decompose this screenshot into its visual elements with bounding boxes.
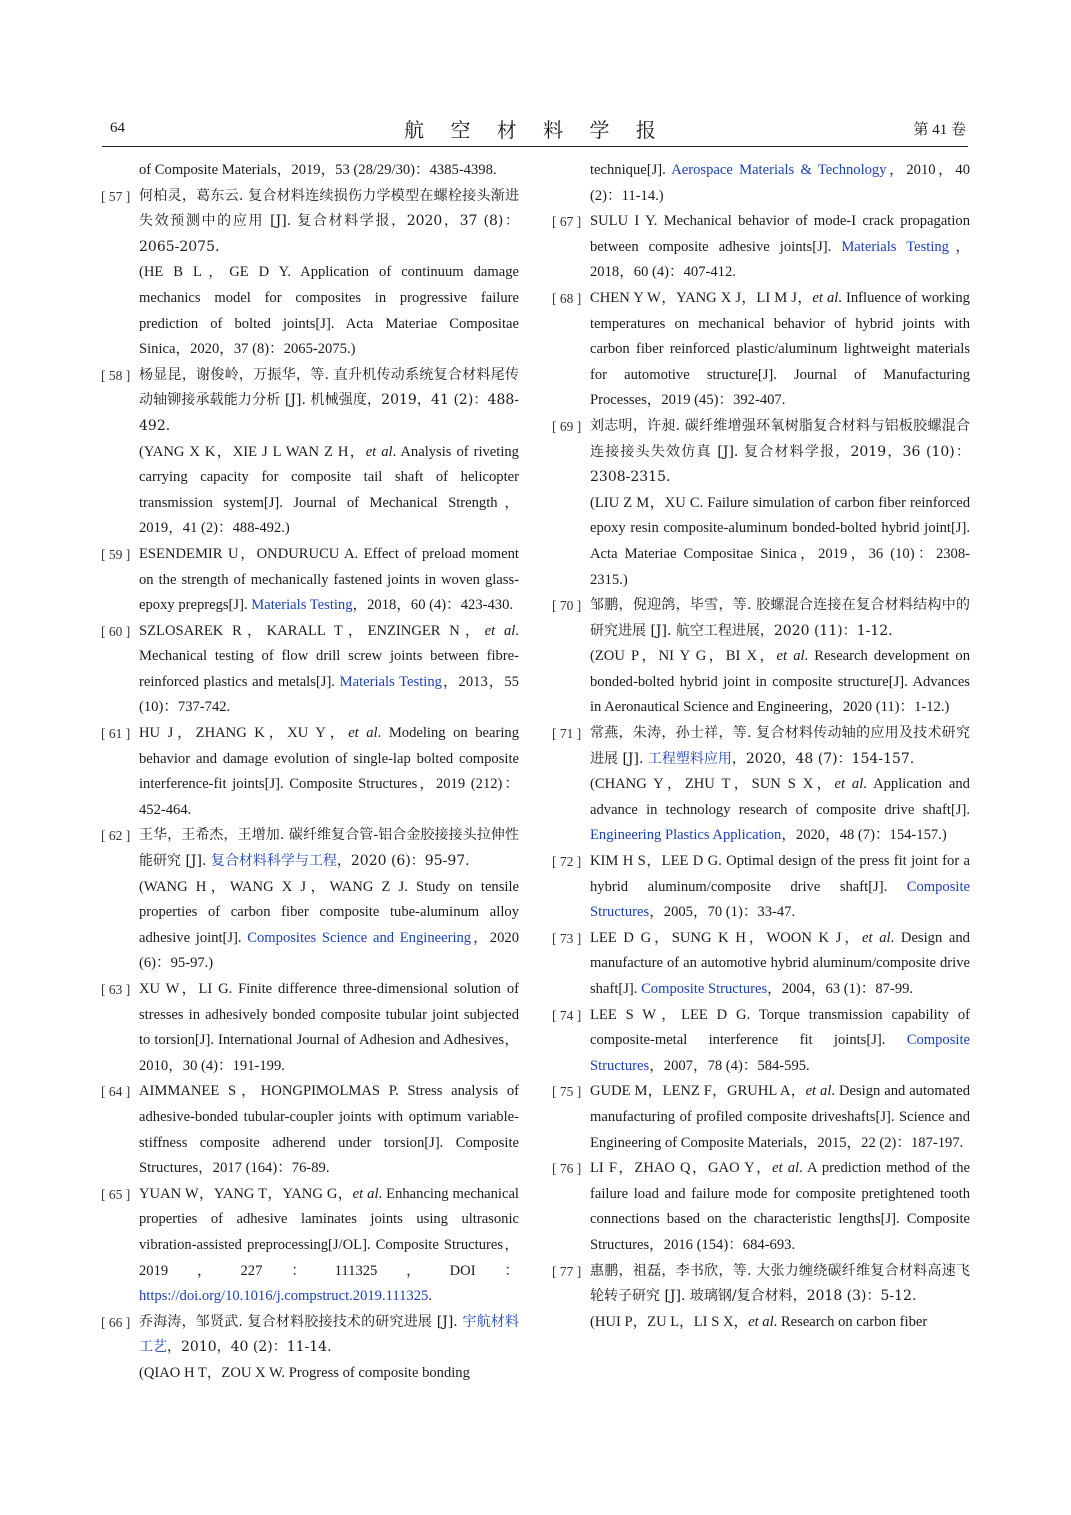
reference-61: [ 61 ] HU J，ZHANG K，XU Y，et al. Modeling on bearing behavior and damage evolution of single-lap bolted composite interference-fit joints[J]. Composite Structures，2019 (212)：452-464. <box>101 721 519 823</box>
reference-66 <box>101 1310 519 1387</box>
reference-68: [ 68 ] CHEN Y W，YANG X J，LI M J，et al. Influence of working temperatures on mechanical behavior of hybrid joints with carbon fiber reinforced plastic/aluminum lightweight materials for automotive structure[J]. Journal of Manufacturing Processes，2019 (45)：392-407. <box>552 286 970 414</box>
reference-number: [ 74 ] <box>552 1007 582 1023</box>
reference-number: [ 59 ] <box>101 546 131 562</box>
reference-62 <box>101 823 519 977</box>
page-number: 64 <box>110 120 125 136</box>
journal-title: 航 空 材 料 学 报 <box>404 118 666 142</box>
reference-cn: 邹鹏，倪迎鸽，毕雪，等. 胶螺混合连接在复合材料结构中的研究进展 [J]. 航空工程进展，2020 (11)：1-12. <box>590 597 970 639</box>
volume-label: 第 41 卷 <box>913 122 966 138</box>
reference-number: [ 77 ] <box>552 1263 582 1279</box>
reference-59: [ 59 ] ESENDEMIR U，ONDURUCU A. Effect of preload moment on the strength of mechanically fastened joints in woven glass-epoxy prepregs[J]. Materials Testing，2018，60 (4)：423-430. <box>101 542 519 619</box>
reference-58 <box>101 363 519 542</box>
reference-60: [ 60 ] SZLOSAREK R，KARALL T，ENZINGER N，et al. Mechanical testing of flow drill screw joints between fibre-reinforced plastics and metals[J]. Materials Testing，2013，55 (10)：737-742. <box>101 619 519 721</box>
reference-cn: 惠鹏，祖磊，李书欣，等. 大张力缠绕碳纤维复合材料高速飞轮转子研究 [J]. 玻璃钢/复合材料，2018 (3)：5-12. <box>590 1262 970 1305</box>
reference-75: [ 75 ] GUDE M，LENZ F，GRUHL A，et al. Design and automated manufacturing of profiled composite driveshafts[J]. Science and Engineering of Composite Materials，2015，22 (2)：187-197. <box>552 1079 970 1156</box>
journal-link[interactable]: Composites Science and Engineering <box>247 929 472 946</box>
reference-number: [ 61 ] <box>101 726 131 742</box>
journal-link[interactable]: Materials Testing <box>841 238 949 255</box>
journal-link[interactable]: 复合材料科学与工程 <box>210 853 337 870</box>
reference-en: (WANG H，WANG X J，WANG Z J. Study on tensile properties of carbon fiber composite tube-aluminum alloy adhesive joint[J]. Composites Science and Engineering，2020 (6)：95-97.) <box>139 878 519 972</box>
reference-cn: 王华，王希杰，王增加. 碳纤维复合管-铝合金胶接接头拉伸性能研究 [J]. 复合材料科学与工程，2020 (6)：95-97. <box>139 827 519 870</box>
journal-link[interactable]: 工程塑料应用 <box>647 750 732 767</box>
reference-cn: 常燕，朱涛，孙士祥，等. 复合材料传动轴的应用及技术研究进展 [J]. 工程塑料应用，2020，48 (7)：154-157. <box>590 725 970 767</box>
reference-74: [ 74 ] LEE S W，LEE D G. Torque transmission capability of composite-metal interference fit joints[J]. Composite Structures，2007，78 (4)：584-595. <box>552 1003 970 1080</box>
journal-link[interactable]: Composite Structures <box>590 1032 970 1074</box>
left-column <box>101 158 519 1387</box>
reference-continuation: technique[J]. Aerospace Materials & Technology，2010，40 (2)：11-14.) <box>590 162 970 204</box>
header-rule <box>102 146 968 147</box>
reference-continuation: of Composite Materials，2019，53 (28/29/30)：4385-4398. <box>139 162 497 178</box>
reference-cn: 何柏灵，葛东云. 复合材料连续损伤力学模型在螺栓接头渐进失效预测中的应用 [J]. 复合材料学报，2020，37 (8)：2065-2075. <box>139 187 519 255</box>
reference-en: (HE B L，GE D Y. Application of continuum damage mechanics model for composites in progressive failure prediction of bolted joints[J]. Acta Materiae Compositae Sinica，2020，37 (8)：2065-2075.) <box>139 264 519 358</box>
reference-63: [ 63 ] XU W，LI G. Finite difference three-dimensional solution of stresses in adhesively bonded composite tubular joint subjected to torsion[J]. International Journal of Adhesion and Adhesives，2010，30 (4)：191-199. <box>101 977 519 1079</box>
doi-link[interactable]: https://doi.org/10.1016/j.compstruct.2019.111325 <box>139 1288 429 1305</box>
reference-cn: 刘志明，许昶. 碳纤维增强环氧树脂复合材料与铝板胶螺混合连接接头失效仿真 [J]. 复合材料学报，2019，36 (10)：2308-2315. <box>590 417 970 486</box>
reference-en: (ZOU P，NI Y G，BI X，et al. Research development on bonded-bolted hybrid joint in composite structure[J]. Advances in Aeronautical Science and Engineering，2020 (11)：1-12.) <box>590 648 970 716</box>
reference-65: [ 65 ] YUAN W，YANG T，YANG G，et al. Enhancing mechanical properties of adhesive laminates joints using ultrasonic vibration-assisted preprocessing[J/OL]. Composite Structures，2019，227：111325，DOI：https://doi.org/10.1016/j.compstruct.2019.111325. <box>101 1182 519 1310</box>
reference-number: [ 57 ] <box>101 188 131 204</box>
reference-number: [ 66 ] <box>101 1314 131 1330</box>
reference-number: [ 75 ] <box>552 1084 582 1100</box>
reference-number: [ 68 ] <box>552 290 582 306</box>
reference-67: [ 67 ] SULU I Y. Mechanical behavior of mode-I crack propagation between composite adhesive joints[J]. Materials Testing，2018，60 (4)：407-412. <box>552 209 970 286</box>
reference-57 <box>101 184 519 363</box>
reference-en: (LIU Z M，XU C. Failure simulation of carbon fiber reinforced epoxy resin composite-aluminum bonded-bolted hybrid joint[J]. Acta Materiae Compositae Sinica，2019，36 (10)：2308-2315.) <box>590 494 970 588</box>
reference-en: (QIAO H T，ZOU X W. Progress of composite bonding <box>139 1364 470 1381</box>
journal-link[interactable]: Materials Testing <box>339 673 442 690</box>
reference-69 <box>552 414 970 593</box>
reference-73: [ 73 ] LEE D G，SUNG K H，WOON K J，et al. Design and manufacture of an automotive hybrid aluminum/composite drive shaft[J]. Composite Structures，2004，63 (1)：87-99. <box>552 926 970 1003</box>
reference-number: [ 65 ] <box>101 1186 131 1202</box>
reference-en: (CHANG Y，ZHU T，SUN S X，et al. Application and advance in technology research of composite drive shaft[J]. Engineering Plastics Application，2020，48 (7)：154-157.) <box>590 776 970 844</box>
reference-64: [ 64 ] AIMMANEE S，HONGPIMOLMAS P. Stress analysis of adhesive-bonded tubular-coupler joints with optimum variable-stiffness composite adherend under torsion[J]. Composite Structures，2017 (164)：76-89. <box>101 1079 519 1181</box>
reference-number: [ 70 ] <box>552 598 582 614</box>
journal-link[interactable]: Aerospace Materials & Technology <box>671 162 887 178</box>
right-column <box>552 158 970 1335</box>
journal-link[interactable]: Composite Structures <box>641 981 768 997</box>
reference-71 <box>552 721 970 849</box>
reference-number: [ 76 ] <box>552 1161 582 1177</box>
reference-76: [ 76 ] LI F，ZHAO Q，GAO Y，et al. A prediction method of the failure load and failure mode for composite pretightened tooth connections based on the characteristic lengths[J]. Composite Structures，2016 (154)：684-693. <box>552 1156 970 1258</box>
reference-number: [ 72 ] <box>552 854 582 870</box>
reference-number: [ 69 ] <box>552 418 582 434</box>
reference-72: [ 72 ] KIM H S，LEE D G. Optimal design of the press fit joint for a hybrid aluminum/composite drive shaft[J]. Composite Structures，2005，70 (1)：33-47. <box>552 849 970 926</box>
reference-70 <box>552 593 970 721</box>
reference-number: [ 73 ] <box>552 930 582 946</box>
reference-number: [ 64 ] <box>101 1084 131 1100</box>
journal-link[interactable]: Composite Structures <box>590 878 970 921</box>
reference-en: (HUI P，ZU L，LI S X，et al. Research on carbon fiber <box>590 1313 928 1330</box>
reference-en: (YANG X K，XIE J L WAN Z H，et al. Analysis of riveting carrying capacity for composite tail shaft of helicopter transmission system[J]. Journal of Mechanical Strength，2019，41 (2)：488-492.) <box>139 443 519 537</box>
journal-link[interactable]: 宇航材料工艺 <box>139 1313 519 1356</box>
reference-cn: 杨显昆，谢俊岭，万振华，等. 直升机传动系统复合材料尾传动轴铆接承载能力分析 [J]. 机械强度，2019，41 (2)：488-492. <box>139 366 519 434</box>
page-header <box>102 112 968 142</box>
reference-number: [ 62 ] <box>101 828 131 844</box>
reference-77 <box>552 1259 970 1336</box>
reference-number: [ 60 ] <box>101 623 131 639</box>
reference-cn: 乔海涛，邹贤武. 复合材料胶接技术的研究进展 [J]. 宇航材料工艺，2010，40 (2)：11-14. <box>139 1313 519 1356</box>
reference-number: [ 63 ] <box>101 982 131 997</box>
reference-number: [ 71 ] <box>552 726 582 742</box>
journal-link[interactable]: Engineering Plastics Application <box>590 827 782 844</box>
journal-link[interactable]: Materials Testing <box>251 597 353 614</box>
reference-number: [ 58 ] <box>101 367 131 383</box>
reference-number: [ 67 ] <box>552 214 582 230</box>
